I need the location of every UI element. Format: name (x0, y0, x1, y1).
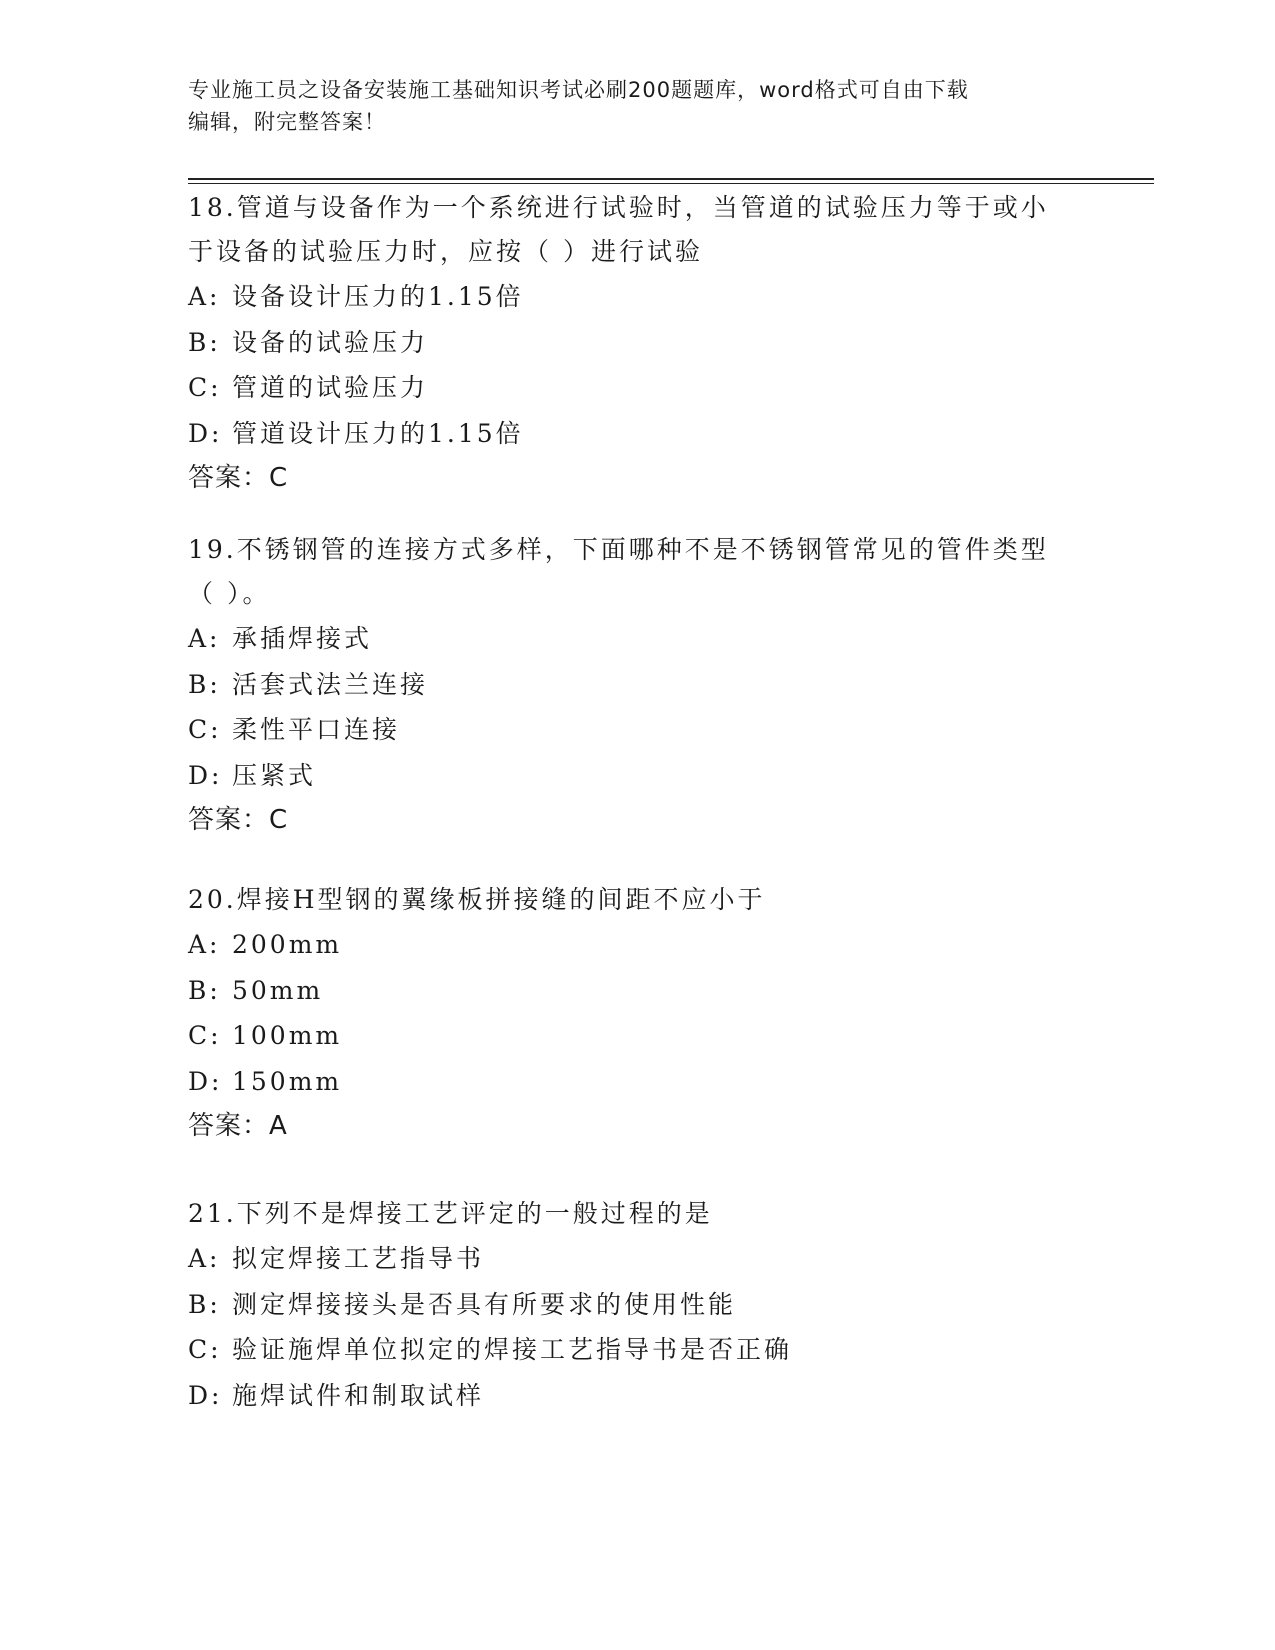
option-letter: A: (188, 930, 221, 959)
question-stem-line-2: （ ）。 (188, 579, 271, 608)
option-b (188, 1282, 1088, 1328)
option-text: 压紧式 (232, 760, 317, 790)
option-letter: B: (188, 1289, 221, 1319)
option-letter: D: (188, 1380, 223, 1410)
option-letter: B: (188, 669, 221, 699)
question-19 (188, 528, 1088, 843)
question-stem-line-1: 21.下列不是焊接工艺评定的一般过程的是 (188, 1199, 713, 1228)
option-b (188, 320, 1088, 366)
option-letter: C: (188, 715, 222, 744)
option-d (188, 1059, 1088, 1105)
option-letter: C: (188, 373, 222, 402)
question-21 (188, 1192, 1088, 1418)
option-letter: D: (188, 418, 223, 448)
document-header (188, 74, 1088, 138)
option-a (188, 1236, 1088, 1282)
option-text: 承插焊接式 (232, 624, 373, 653)
option-letter: B: (188, 327, 221, 357)
question-18 (188, 186, 1088, 501)
header-line-1: 专业施工员之设备安装施工基础知识考试必刷200题题库，word格式可自由下载 (188, 78, 969, 102)
header-divider-thin (188, 183, 1154, 184)
option-c (188, 1013, 1088, 1059)
option-d (188, 1373, 1088, 1419)
option-a (188, 274, 1088, 320)
option-text: 验证施焊单位拟定的焊接工艺指导书是否正确 (232, 1335, 793, 1364)
option-a (188, 616, 1088, 662)
option-letter: D: (188, 760, 223, 790)
option-letter: C: (188, 1021, 222, 1050)
option-text: 设备的试验压力 (232, 327, 429, 357)
option-letter: D: (188, 1066, 223, 1096)
option-d (188, 753, 1088, 799)
option-text: 拟定焊接工艺指导书 (232, 1244, 485, 1273)
option-text: 设备设计压力的1.15倍 (232, 282, 524, 311)
header-divider-thick (188, 178, 1154, 180)
question-stem-line-1: 18.管道与设备作为一个系统进行试验时，当管道的试验压力等于或小 (188, 193, 1049, 222)
question-stem-line-2: 于设备的试验压力时，应按（ ）进行试验 (188, 237, 703, 266)
option-letter: B: (188, 975, 221, 1005)
option-text: 管道设计压力的1.15倍 (232, 418, 524, 448)
option-a (188, 922, 1088, 968)
option-text: 200mm (232, 930, 343, 959)
option-letter: A: (188, 624, 221, 653)
option-letter: A: (188, 1244, 221, 1273)
question-stem-line-1: 19.不锈钢管的连接方式多样，下面哪种不是不锈钢管常见的管件类型 (188, 535, 1049, 564)
question-stem (188, 1192, 1088, 1236)
option-text: 柔性平口连接 (232, 715, 401, 744)
option-text: 测定焊接接头是否具有所要求的使用性能 (232, 1289, 737, 1319)
option-d (188, 411, 1088, 457)
question-20 (188, 878, 1088, 1149)
option-b (188, 968, 1088, 1014)
answer-line: 答案：C (188, 463, 289, 493)
question-stem (188, 528, 1088, 616)
option-text: 施焊试件和制取试样 (232, 1380, 485, 1410)
option-text: 50mm (232, 975, 324, 1005)
option-text: 150mm (232, 1066, 343, 1096)
answer-line: 答案：C (188, 805, 289, 835)
question-stem (188, 186, 1088, 274)
header-line-2: 编辑，附完整答案！ (188, 110, 386, 134)
question-stem-line-1: 20.焊接H型钢的翼缘板拼接缝的间距不应小于 (188, 885, 766, 914)
option-c (188, 365, 1088, 411)
option-text: 管道的试验压力 (232, 373, 429, 402)
option-text: 100mm (232, 1021, 343, 1050)
option-c (188, 707, 1088, 753)
option-letter: A: (188, 282, 221, 311)
option-text: 活套式法兰连接 (232, 669, 429, 699)
option-letter: C: (188, 1335, 222, 1364)
question-stem (188, 878, 1088, 922)
option-c (188, 1327, 1088, 1373)
answer-line: 答案：A (188, 1111, 288, 1141)
option-b (188, 662, 1088, 708)
